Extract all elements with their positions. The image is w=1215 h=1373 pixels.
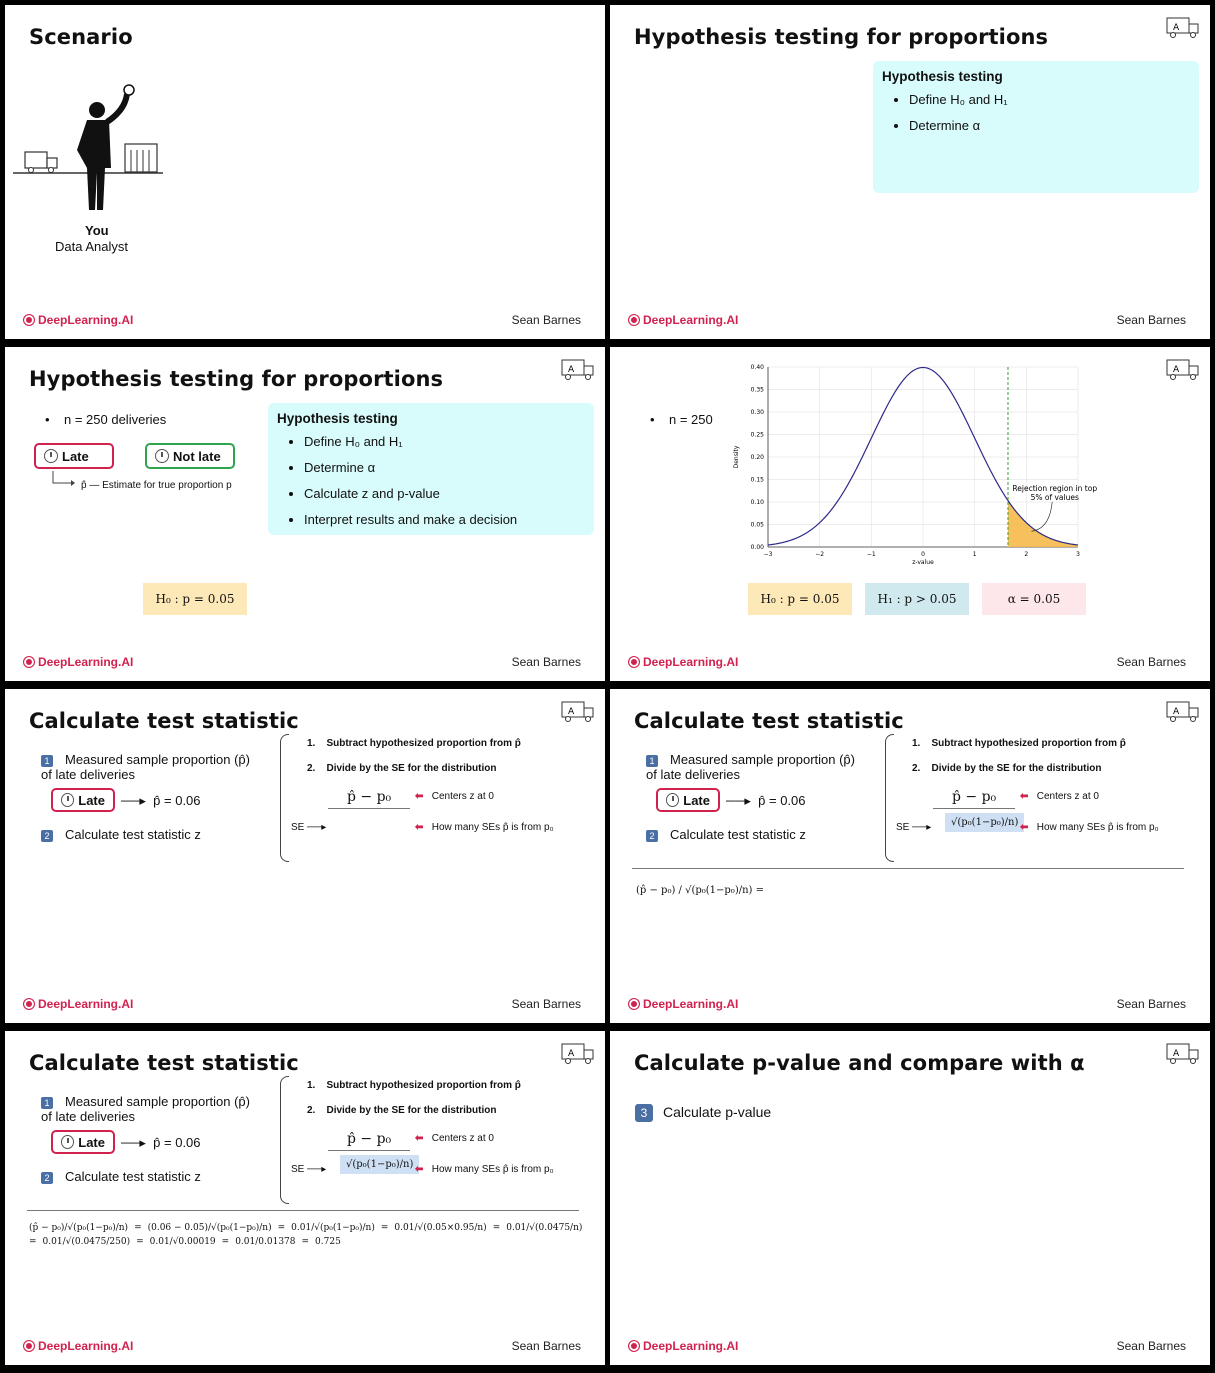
x-tick-label: −1 (866, 551, 876, 558)
x-tick-label: 0 (921, 551, 925, 558)
list-item: • Define H₀ and H₁ (909, 92, 1199, 107)
brand-logo: DeepLearning.AI (23, 313, 133, 327)
x-tick-label: −3 (763, 551, 773, 558)
step-1: 1 Measured sample proportion (p̂) of late deliveries (41, 752, 250, 782)
number-badge: 2 (41, 830, 53, 842)
step-1: 1 Measured sample proportion (p̂) of late deliveries (41, 1094, 250, 1124)
null-hypothesis-box: H₀ : p = 0.05 (143, 583, 247, 615)
centers-label: ⬅ Centers z at 0 (1020, 791, 1099, 802)
person-name: You (85, 223, 109, 238)
y-tick-label: 0.15 (750, 476, 764, 484)
author-name: Sean Barnes (511, 997, 581, 1011)
slide-title: Calculate test statistic (29, 1051, 299, 1075)
truck-icon (1166, 15, 1200, 39)
how-many-label: ⬅ How many SEs p̂ is from p₀ (415, 822, 554, 833)
truck-icon (561, 699, 595, 723)
truck-icon (1166, 699, 1200, 723)
chain-step: 0.01/0.01378 (235, 1237, 296, 1247)
step-2: 2 Calculate test statistic z (41, 1169, 201, 1184)
author-name: Sean Barnes (1116, 655, 1186, 669)
brace (280, 734, 289, 862)
author-name: Sean Barnes (1116, 1339, 1186, 1353)
divider (632, 868, 1184, 869)
y-tick-label: 0.05 (750, 521, 764, 529)
slide-rejection-region (610, 347, 1210, 681)
number-badge: 3 (635, 1104, 653, 1122)
phat-value: ──▸ p̂ = 0.06 (121, 1135, 201, 1150)
sub-step-1: 1. Subtract hypothesized proportion from p̂ (307, 1080, 521, 1091)
list-item: • Interpret results and make a decision (304, 512, 594, 527)
x-tick-label: 1 (972, 551, 977, 558)
brand-logo: DeepLearning.AI (628, 313, 738, 327)
step-1: 1 Measured sample proportion (p̂) of late deliveries (646, 752, 855, 782)
arrow-icon (51, 471, 77, 487)
y-tick-label: 0.00 (750, 544, 764, 551)
y-tick-label: 0.35 (750, 386, 764, 394)
sub-step-2: 2. Divide by the SE for the distribution (912, 763, 1102, 774)
null-hypothesis-box: H₀ : p = 0.05 (748, 583, 852, 615)
clock-icon (666, 793, 679, 807)
fraction-bar (933, 808, 1015, 809)
not-late-button: Not late (145, 443, 235, 469)
chain-step: 0.01/√(p₀(1−p₀)/n) (291, 1223, 375, 1233)
svg-text:A: A (568, 1049, 575, 1059)
y-tick-label: 0.20 (750, 454, 764, 461)
se-label: SE ──▸ (291, 822, 327, 833)
y-tick-label: 0.10 (750, 499, 764, 506)
number-badge: 1 (41, 1097, 53, 1109)
annotation-text: 5% of values (1030, 492, 1079, 502)
panel-title: Hypothesis testing (882, 69, 1003, 84)
svg-text:A: A (568, 365, 575, 375)
svg-text:A: A (1173, 23, 1180, 33)
hypothesis-panel (268, 403, 594, 535)
slide-calc-2 (610, 689, 1210, 1023)
se-expression: √(p₀(1−p₀)/n) (945, 813, 1024, 832)
late-button: Late (51, 1130, 115, 1154)
step-2: 2 Calculate test statistic z (41, 827, 201, 842)
brand-logo: DeepLearning.AI (628, 997, 738, 1011)
list-item: • Calculate z and p-value (304, 486, 594, 501)
brand-logo: DeepLearning.AI (23, 655, 133, 669)
sub-step-1: 1. Subtract hypothesized proportion from p̂ (307, 738, 521, 749)
phat-value: ──▸ p̂ = 0.06 (121, 793, 201, 808)
scenario-illustration (13, 80, 163, 220)
how-many-label: ⬅ How many SEs p̂ is from p₀ (415, 1164, 554, 1175)
truck-icon (561, 357, 595, 381)
x-axis-label: z-value (912, 559, 934, 566)
chain-step: (p̂ − p₀)/√(p₀(1−p₀)/n) (29, 1223, 129, 1233)
slide-calc-3 (5, 1031, 605, 1365)
number-badge: 2 (41, 1172, 53, 1184)
sub-step-1: 1. Subtract hypothesized proportion from p̂ (912, 738, 1126, 749)
number-badge: 1 (41, 755, 53, 767)
alt-hypothesis-box: H₁ : p > 0.05 (865, 583, 969, 615)
rejection-region (1008, 501, 1078, 547)
numerator: p̂ − p₀ (347, 789, 392, 805)
svg-text:A: A (1173, 365, 1180, 375)
calculation-chain: (p̂ − p₀)/√(p₀(1−p₀)/n) = (0.06 − 0.05)/√(p₀(1−p₀)/n) = 0.01/√(p₀(1−p₀)/n) = 0.01/√(0.05×0.95/n) = 0.01/√(0.0475/n) = 0.01/√(0.0475/250) = 0.01/√0.00019 = 0.01/0.01378 = 0.725 (29, 1223, 583, 1247)
fraction-bar (328, 1150, 410, 1151)
slide-title: Hypothesis testing for proportions (634, 25, 1049, 49)
numerator: p̂ − p₀ (347, 1131, 392, 1147)
brace (885, 734, 894, 862)
annotation-text: Rejection region in top (1012, 483, 1098, 493)
late-button: Late (656, 788, 720, 812)
author-name: Sean Barnes (511, 655, 581, 669)
slide-scenario (5, 5, 605, 339)
clock-icon (61, 1135, 74, 1149)
x-tick-label: 2 (1024, 551, 1029, 558)
sub-step-2: 2. Divide by the SE for the distribution (307, 763, 497, 774)
number-badge: 1 (646, 755, 658, 767)
slide-title: Calculate test statistic (29, 709, 299, 733)
number-badge: 2 (646, 830, 658, 842)
annotation-arrow (1032, 502, 1053, 531)
x-tick-label: 3 (1076, 551, 1080, 558)
normal-distribution-chart (728, 357, 1098, 577)
se-label: SE ──▸ (896, 822, 932, 833)
chain-step: 0.01/√(0.0475/n) (506, 1223, 583, 1233)
slide-calc-1 (5, 689, 605, 1023)
truck-icon (561, 1041, 595, 1065)
slide-title: Calculate p-value and compare with α (634, 1051, 1085, 1075)
svg-text:A: A (1173, 707, 1180, 717)
centers-label: ⬅ Centers z at 0 (415, 1133, 494, 1144)
brand-logo: DeepLearning.AI (628, 1339, 738, 1353)
person-role: Data Analyst (55, 239, 128, 254)
author-name: Sean Barnes (1116, 313, 1186, 327)
phat-value: ──▸ p̂ = 0.06 (726, 793, 806, 808)
slide-pvalue (610, 1031, 1210, 1365)
brand-logo: DeepLearning.AI (23, 997, 133, 1011)
svg-text:A: A (568, 707, 575, 717)
y-tick-label: 0.30 (750, 409, 764, 416)
numerator: p̂ − p₀ (952, 789, 997, 805)
author-name: Sean Barnes (511, 1339, 581, 1353)
slide-title: Scenario (29, 25, 133, 49)
brace (280, 1076, 289, 1204)
clock-icon (61, 793, 74, 807)
brand-logo: DeepLearning.AI (23, 1339, 133, 1353)
se-label: SE ──▸ (291, 1164, 327, 1175)
x-tick-label: −2 (815, 551, 825, 558)
clock-icon (44, 449, 58, 463)
y-tick-label: 0.40 (750, 364, 764, 371)
slide-hypothesis-1 (610, 5, 1210, 339)
sample-size: • n = 250 (650, 412, 713, 427)
alpha-box: α = 0.05 (982, 583, 1086, 615)
slide-title: Calculate test statistic (634, 709, 904, 733)
truck-icon (1166, 357, 1200, 381)
slide-hypothesis-2 (5, 347, 605, 681)
author-name: Sean Barnes (1116, 997, 1186, 1011)
divider (27, 1210, 579, 1211)
step-2: 2 Calculate test statistic z (646, 827, 806, 842)
y-axis-label: Density (733, 445, 740, 469)
chain-step: 0.01/√0.00019 (149, 1237, 216, 1247)
list-item: • Determine α (909, 118, 1199, 133)
chain-step: 0.01/√(0.05×0.95/n) (394, 1223, 487, 1233)
list-item: • Determine α (304, 460, 594, 475)
step-3: 3 Calculate p-value (635, 1104, 771, 1122)
sample-size: • n = 250 deliveries (45, 412, 167, 427)
fraction-bar (328, 808, 410, 809)
late-button: Late (51, 788, 115, 812)
clock-icon (155, 449, 169, 463)
formula: (p̂ − p₀) / √(p₀(1−p₀)/n) = (636, 885, 764, 896)
chain-result: 0.725 (315, 1237, 341, 1247)
se-expression: √(p₀(1−p₀)/n) (340, 1155, 419, 1174)
svg-text:A: A (1173, 1049, 1180, 1059)
how-many-label: ⬅ How many SEs p̂ is from p₀ (1020, 822, 1159, 833)
brand-logo: DeepLearning.AI (628, 655, 738, 669)
chain-step: (0.06 − 0.05)/√(p₀(1−p₀)/n) (147, 1223, 272, 1233)
late-button: Late (34, 443, 114, 469)
estimate-label: p̂ — Estimate for true proportion p (81, 480, 232, 491)
author-name: Sean Barnes (511, 313, 581, 327)
hypothesis-panel (873, 61, 1199, 193)
sub-step-2: 2. Divide by the SE for the distribution (307, 1105, 497, 1116)
y-tick-label: 0.25 (750, 431, 764, 439)
truck-icon (1166, 1041, 1200, 1065)
centers-label: ⬅ Centers z at 0 (415, 791, 494, 802)
slide-title: Hypothesis testing for proportions (29, 367, 444, 391)
panel-title: Hypothesis testing (277, 411, 398, 426)
chain-step: 0.01/√(0.0475/250) (42, 1237, 131, 1247)
list-item: • Define H₀ and H₁ (304, 434, 594, 449)
